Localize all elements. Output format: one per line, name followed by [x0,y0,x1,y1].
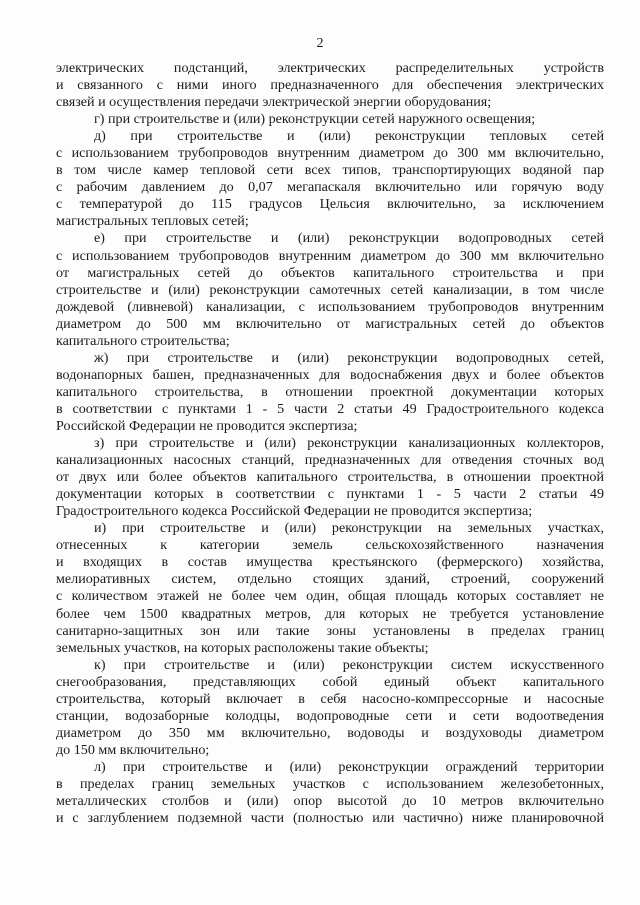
text-line: металлических столбов и (или) опор высотой до 10 метров включительно [56,793,604,810]
text-line: снегообразования, представляющих собой единый объект капитального [56,673,604,690]
text-line: документации которых в соответствии с пунктами 1 - 5 части 2 статьи 49 [56,486,604,503]
text-line: от двух или более объектов капитального строительства, в отношении проектной [56,469,604,486]
text-line: в соответствии с пунктами 1 - 5 части 2 статьи 49 Градостроительного кодекса [56,400,604,417]
text-line: с температурой до 115 градусов Цельсия включительно, за исключением [56,196,604,213]
text-line: с количеством этажей не более чем один, общая площадь которых составляет не [56,588,604,605]
text-line: до 150 мм включительно; [56,741,210,758]
text-line: и с заглублением подземной части (полностью или частично) ниже планировочной [56,810,604,827]
text-line: связей и осуществления передачи электрической энергии оборудования; [56,94,492,111]
text-line: л) при строительстве и (или) реконструкции ограждений территории [94,758,604,775]
text-line: строительстве и (или) реконструкции самотечных сетей канализации, в том числе [56,281,604,298]
text-line: санитарно-защитных зон или такие зоны установлены в пределах границ [56,622,604,639]
text-line: с использованием трубопроводов внутренним диаметром до 300 мм включительно [56,247,604,264]
text-line: е) при строительстве и (или) реконструкции водопроводных сетей [94,230,604,247]
text-line: ж) при строительстве и (или) реконструкции водопроводных сетей, [94,349,604,366]
text-line: и входящих в состав имущества крестьянского (фермерского) хозяйства, [56,554,604,571]
paragraph-item-l [56,759,604,827]
text-line: более чем 1500 квадратных метров, для которых не требуется установление [56,605,604,622]
text-line: от магистральных сетей до объектов капитального строительства и при [56,264,604,281]
text-line: отнесенных к категории земель сельскохозяйственного назначения [56,537,604,554]
document-body [56,60,604,827]
text-line: д) при строительстве и (или) реконструкции тепловых сетей [94,128,604,145]
text-line: водонапорных башен, предназначенных для водоснабжения двух и более объектов [56,366,604,383]
text-line: магистральных тепловых сетей; [56,213,249,230]
paragraph-item-g [56,111,604,128]
paragraph-item-i [56,520,604,656]
text-line: капитального строительства, в отношении проектной документации которых [56,383,604,400]
text-line: с использованием трубопроводов внутренним диаметром до 300 мм включительно, [56,145,604,162]
text-line: з) при строительстве и (или) реконструкции канализационных коллекторов, [94,435,604,452]
text-line: и связанного с ними иного предназначенного для обеспечения электрических [56,77,604,94]
text-line: Градостроительного кодекса Российской Федерации не проводится экспертиза; [56,503,533,520]
text-line: с рабочим давлением до 0,07 мегапаскаля включительно или горячую воду [56,179,604,196]
paragraph-item-e [56,230,604,349]
text-line: г) при строительстве и (или) реконструкции сетей наружного освещения; [94,111,536,128]
paragraph-item-d [56,128,604,230]
text-line: строительства, который включает в себя насосно-компрессорные и насосные [56,690,604,707]
text-line: канализационных насосных станций, предназначенных для отведения сточных вод [56,452,604,469]
text-line: Российской Федерации не проводится экспертиза; [56,417,358,434]
paragraph-item-zh [56,350,604,435]
text-line: к) при строительстве и (или) реконструкции систем искусственного [94,656,604,673]
text-line: в том числе камер тепловой сети всех типов, транспортирующих водяной пар [56,162,604,179]
paragraph-item-z [56,435,604,520]
text-line: диаметром до 500 мм включительно от магистральных сетей до объектов [56,315,604,332]
text-line: капитального строительства; [56,332,230,349]
text-line: земельных участков, на которых расположены такие объекты; [56,639,429,656]
paragraph-continuation [56,60,604,111]
text-line: электрических подстанций, электрических распределительных устройств [56,60,604,76]
text-line: в пределах границ земельных участков с использованием железобетонных, [56,775,604,792]
text-line: мелиоративных систем, отдельно стоящих зданий, строений, сооружений [56,571,604,588]
text-line: и) при строительстве и (или) реконструкции на земельных участках, [94,520,604,537]
text-line: дождевой (ливневой) канализации, с использованием трубопроводов внутренним [56,298,604,315]
text-line: диаметром до 350 мм включительно, водоводы и воздуховоды диаметром [56,724,604,741]
text-line: станции, водозаборные колодцы, водопроводные сети и сети водоотведения [56,707,604,724]
page-number: 2 [316,36,324,51]
paragraph-item-k [56,657,604,759]
